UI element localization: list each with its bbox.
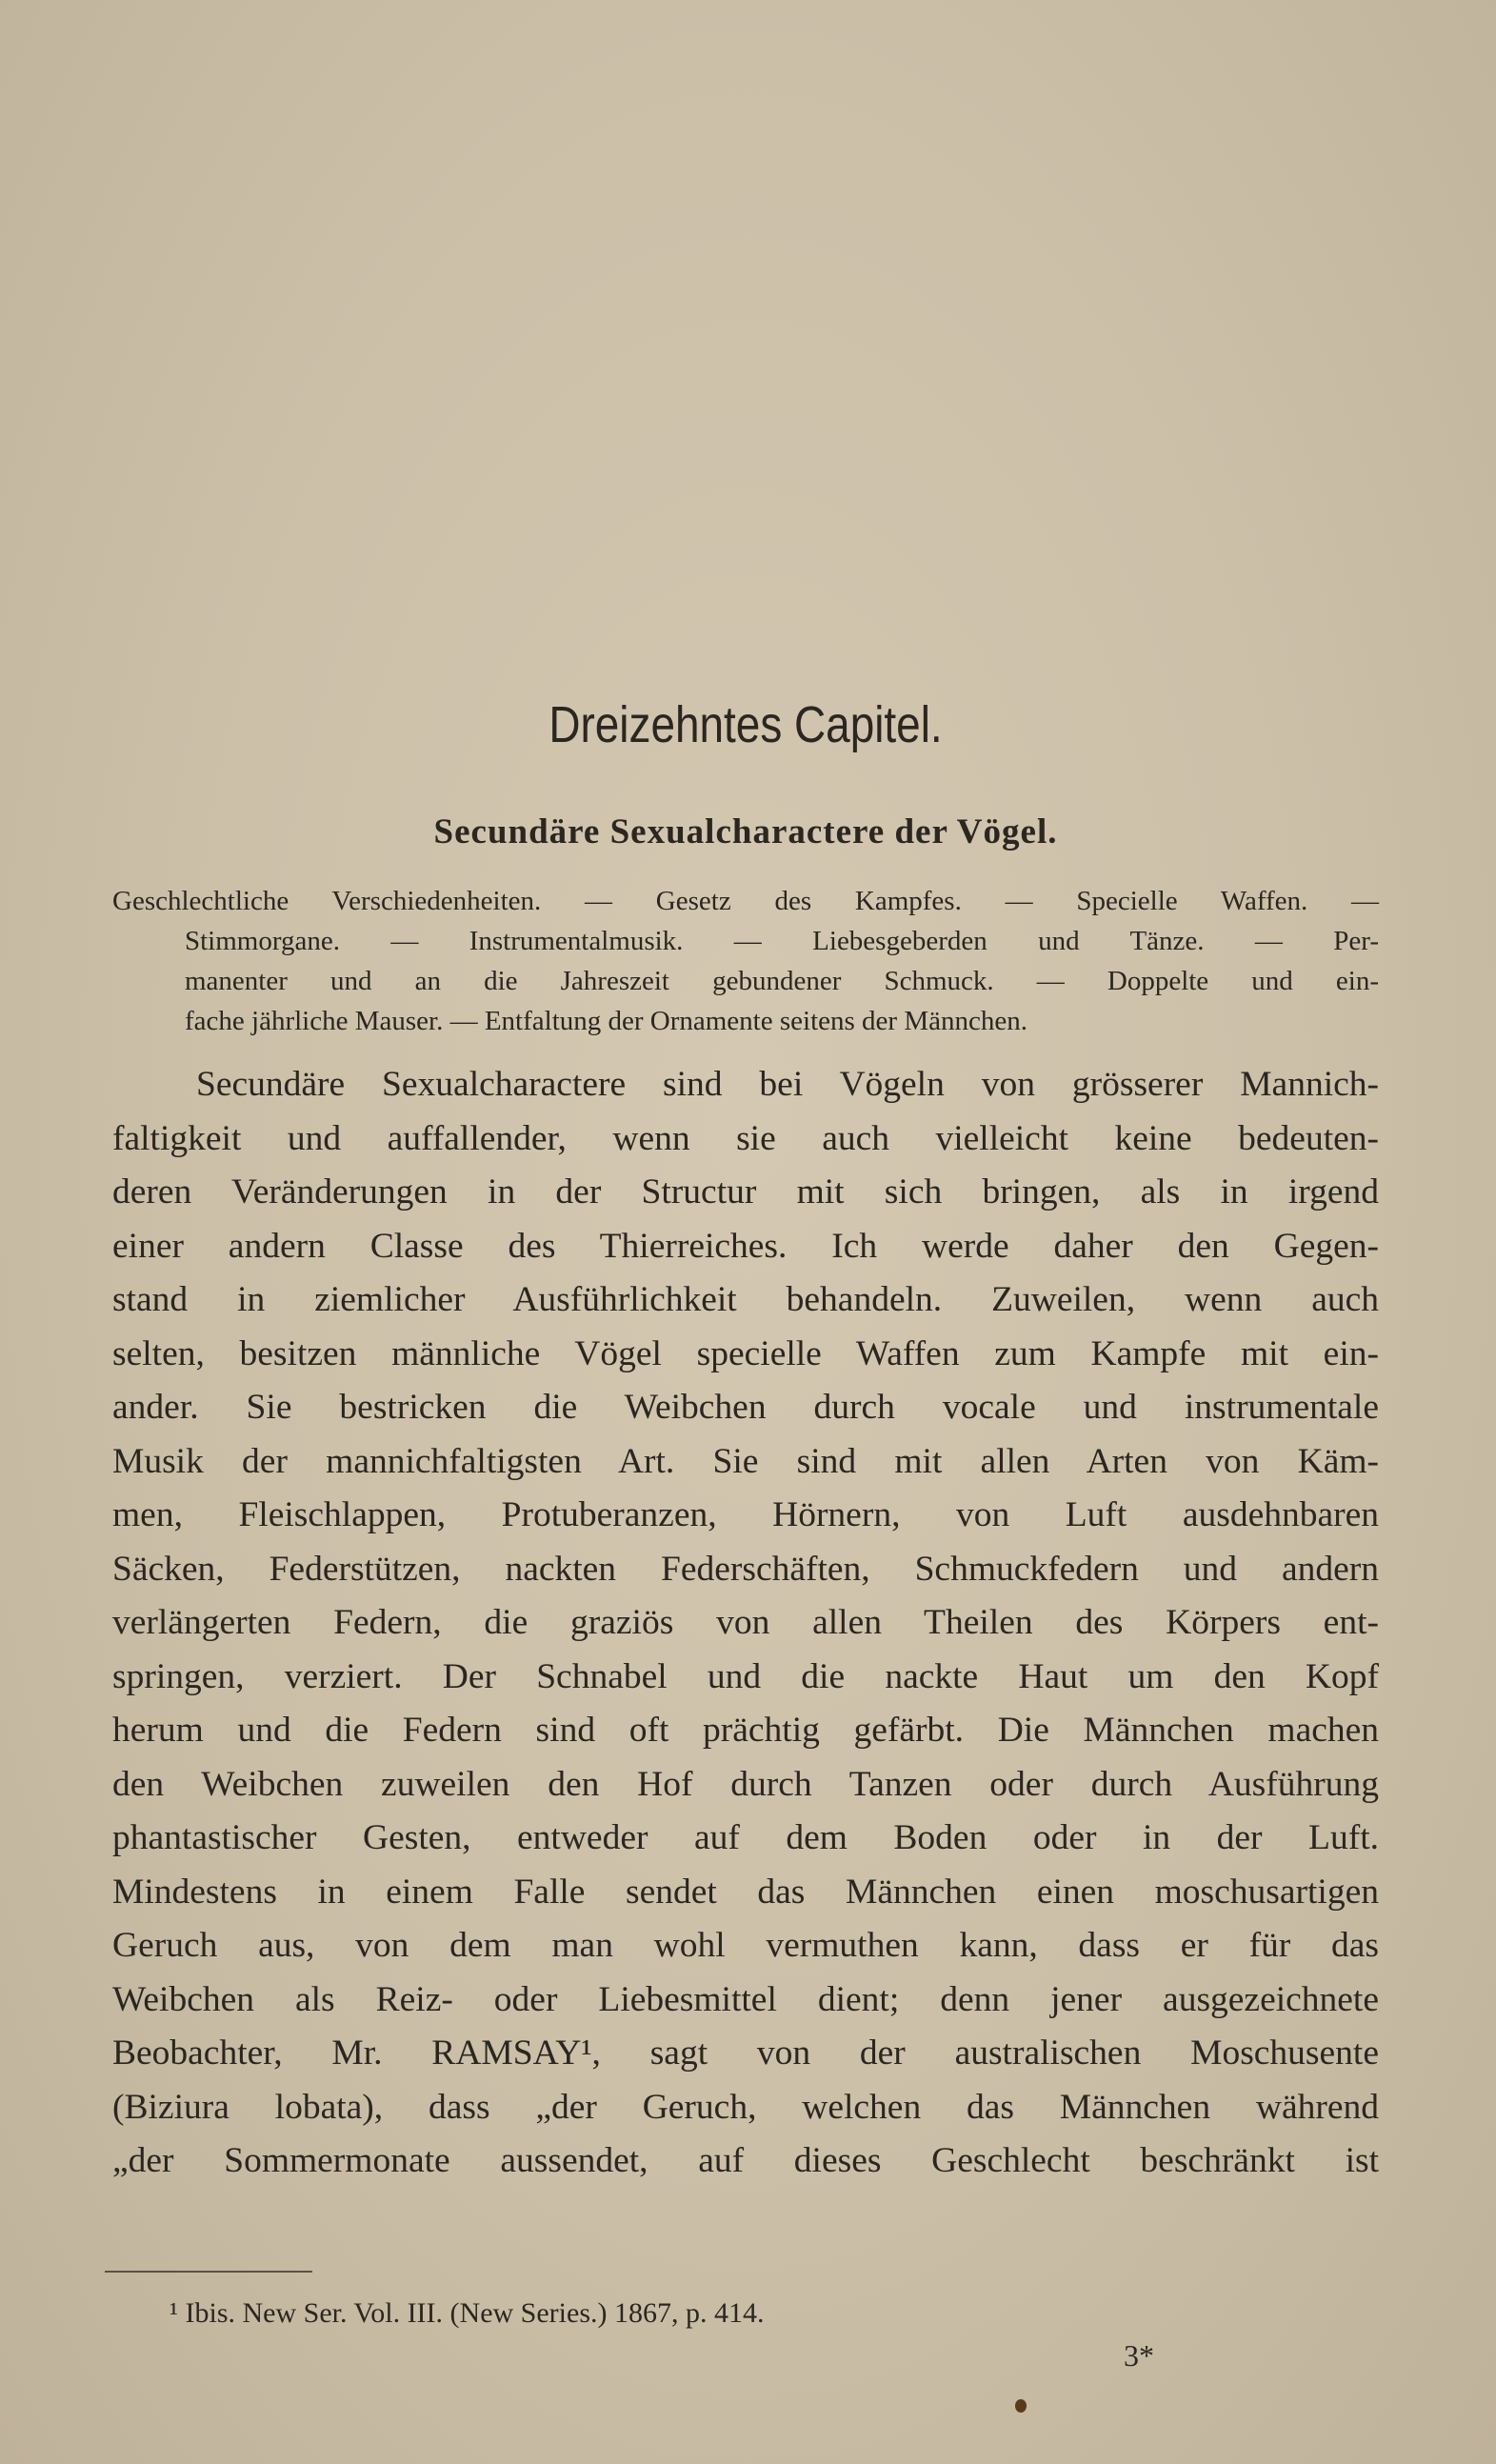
summary-line: Geschlechtliche Verschiedenheiten. — Gesetz des Kampfes. — Specielle Waffen. — xyxy=(112,886,1379,916)
ink-spot xyxy=(1015,2399,1027,2413)
footnote-divider xyxy=(105,2271,312,2273)
summary-line: fache jährliche Mauser. — Entfaltung der Ornamente seitens der Männchen. xyxy=(185,1006,1027,1036)
body-line: (Biziura lobata), dass „der Geruch, welchen das Männchen während xyxy=(112,2087,1379,2127)
chapter-summary xyxy=(112,881,1379,1041)
body-line: deren Veränderungen in der Structur mit sich bringen, als in irgend xyxy=(112,1172,1379,1212)
footnote: ¹ Ibis. New Ser. Vol. III. (New Series.) 1867, p. 414. xyxy=(170,2297,765,2329)
body-line: selten, besitzen männliche Vögel specielle Waffen zum Kampfe mit ein- xyxy=(112,1333,1379,1373)
body-line: den Weibchen zuweilen den Hof durch Tanzen oder durch Ausführung xyxy=(112,1764,1379,1804)
body-line: Geruch aus, von dem man wohl vermuthen kann, dass er für das xyxy=(112,1926,1379,1965)
body-line: Säcken, Federstützen, nackten Federschäften, Schmuckfedern und andern xyxy=(112,1549,1379,1589)
body-line: men, Fleischlappen, Protuberanzen, Hörnern, von Luft ausdehnbaren xyxy=(112,1495,1379,1534)
body-line: herum und die Federn sind oft prächtig gefärbt. Die Männchen machen xyxy=(112,1711,1379,1750)
body-paragraph xyxy=(112,1058,1379,2189)
body-line: Weibchen als Reiz- oder Liebesmittel dient; denn jener ausgezeichnete xyxy=(112,1979,1379,2019)
body-line: Secundäre Sexualcharactere sind bei Vögeln von grösserer Mannich- xyxy=(196,1065,1379,1104)
summary-line: Stimmorgane. — Instrumentalmusik. — Liebesgeberden und Tänze. — Per- xyxy=(185,926,1379,956)
body-line: phantastischer Gesten, entweder auf dem Boden oder in der Luft. xyxy=(112,1818,1379,1857)
chapter-title: Dreizehntes Capitel. xyxy=(549,696,943,753)
body-line: „der Sommermonate aussendet, auf dieses Geschlecht beschränkt ist xyxy=(112,2141,1379,2180)
body-line: faltigkeit und auffallender, wenn sie auch vielleicht keine bedeuten- xyxy=(112,1118,1379,1158)
printer-signature: 3* xyxy=(1124,2338,1154,2373)
body-line: Beobachter, Mr. RAMSAY¹, sagt von der australischen Moschusente xyxy=(112,2033,1379,2073)
summary-line: manenter und an die Jahreszeit gebundener Schmuck. — Doppelte und ein- xyxy=(185,966,1379,996)
body-line: stand in ziemlicher Ausführlichkeit behandeln. Zuweilen, wenn auch xyxy=(112,1280,1379,1319)
body-line: ander. Sie bestricken die Weibchen durch vocale und instrumentale xyxy=(112,1388,1379,1427)
body-line: Mindestens in einem Falle sendet das Männchen einen moschusartigen xyxy=(112,1872,1379,1912)
body-line: Musik der mannichfaltigsten Art. Sie sind mit allen Arten von Käm- xyxy=(112,1441,1379,1481)
body-line: verlängerten Federn, die graziös von allen Theilen des Körpers ent- xyxy=(112,1603,1379,1642)
text-block xyxy=(112,695,1379,2189)
body-line: springen, verziert. Der Schnabel und die nackte Haut um den Kopf xyxy=(112,1656,1379,1696)
chapter-subtitle: Secundäre Sexualcharactere der Vögel. xyxy=(433,812,1058,851)
body-line: einer andern Classe des Thierreiches. Ich werde daher den Gegen- xyxy=(112,1226,1379,1266)
